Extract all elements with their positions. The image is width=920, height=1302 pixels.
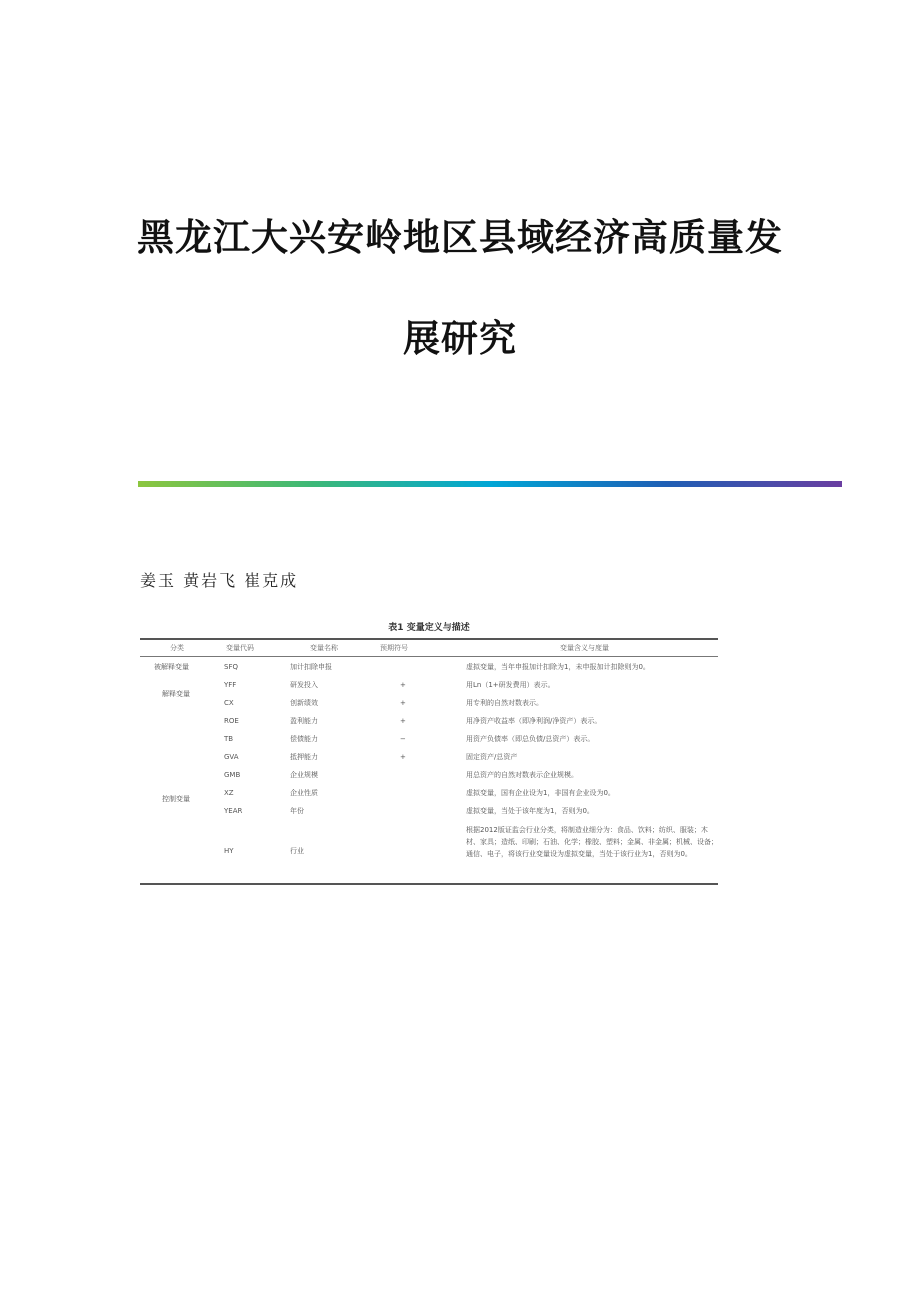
variable-definition-table-figure	[140, 620, 718, 888]
table-header-rule	[140, 656, 718, 657]
row-description: 固定资产/总资产	[466, 753, 518, 761]
row-code: TB	[224, 735, 234, 743]
row-name: 加计扣除申报	[290, 663, 332, 671]
row-sign: +	[400, 681, 406, 689]
decorative-gradient-divider	[138, 481, 842, 487]
row-description: 虚拟变量，当年申报加计扣除为1，未申报加计扣除则为0。	[466, 663, 650, 671]
row-name: 年份	[290, 807, 304, 815]
row-code: ROE	[224, 717, 239, 725]
row-name: 盈利能力	[290, 717, 318, 725]
table-top-rule	[140, 638, 718, 640]
header-sign: 预期符号	[380, 644, 408, 652]
row-description: 虚拟变量，当处于该年度为1，否则为0。	[466, 807, 594, 815]
header-description: 变量含义与度量	[560, 644, 609, 652]
row-description: 根据2012版证监会行业分类，将制造业细分为：食品、饮料；纺织、服装；木材、家具；造纸、印刷；石油、化学；橡胶、塑料；金属、非金属；机械、设备；通信、电子，将该行业变量设为虚拟变量，当处于该行业为1，否则为0。	[466, 826, 718, 858]
row-sign: +	[400, 699, 406, 707]
row-description: 用资产负债率（即总负债/总资产）表示。	[466, 735, 595, 743]
document-title-line-2: 展研究	[403, 316, 517, 360]
row-code: GMB	[224, 771, 241, 779]
row-code: YEAR	[224, 807, 243, 815]
header-code: 变量代码	[226, 644, 254, 652]
row-code: YFF	[224, 681, 237, 689]
row-sign: +	[400, 753, 406, 761]
row-description: 用净资产收益率（即净利润/净资产）表示。	[466, 717, 602, 725]
row-sign: −	[400, 735, 406, 743]
row-name: 企业规模	[290, 771, 318, 779]
row-code: GVA	[224, 753, 239, 761]
group-label-control: 控制变量	[162, 795, 190, 803]
row-code: SFQ	[224, 663, 238, 671]
row-name: 研发投入	[290, 681, 318, 689]
row-code: HY	[224, 847, 234, 855]
row-code: XZ	[224, 789, 234, 797]
document-title-line-1: 黑龙江大兴安岭地区县域经济高质量发	[137, 215, 783, 259]
authors: 姜玉 黄岩飞 崔克成	[140, 571, 299, 590]
header-name: 变量名称	[310, 644, 338, 652]
group-label-dependent: 被解释变量	[154, 663, 189, 671]
row-sign: +	[400, 717, 406, 725]
row-description: 用Ln（1+研发费用）表示。	[466, 681, 555, 689]
table-bottom-rule	[140, 883, 718, 885]
row-name: 抵押能力	[290, 753, 318, 761]
table-caption: 表1 变量定义与描述	[388, 623, 470, 633]
row-description: 虚拟变量，国有企业设为1，非国有企业设为0。	[466, 789, 615, 797]
row-description: 用总资产的自然对数表示企业规模。	[466, 771, 578, 779]
row-name: 行业	[290, 847, 304, 855]
row-code: CX	[224, 699, 234, 707]
row-description: 用专利的自然对数表示。	[466, 699, 543, 707]
row-name: 偿债能力	[290, 735, 318, 743]
group-label-explanatory: 解释变量	[162, 690, 190, 698]
row-name: 创新绩效	[290, 699, 318, 707]
row-name: 企业性质	[290, 789, 318, 797]
header-category: 分类	[170, 644, 184, 652]
